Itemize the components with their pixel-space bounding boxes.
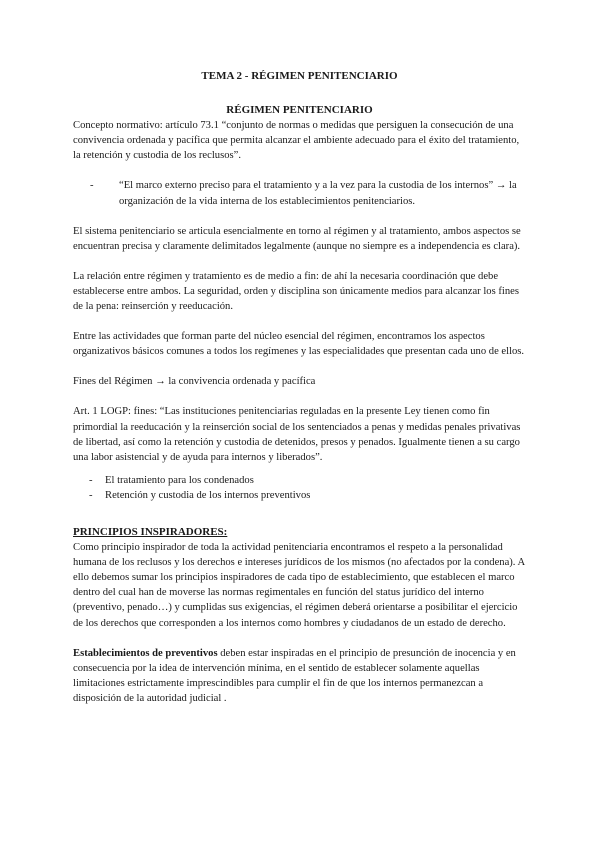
bold-term: Establecimientos de preventivos <box>73 647 218 659</box>
paragraph-fines: Fines del Régimen → la convivencia ordenada y pacífica <box>73 376 316 388</box>
bullet-list-1 <box>73 178 526 208</box>
paragraph-activities: Entre las actividades que forman parte del núcleo esencial del régimen, encontramos los aspectos organizativos básicos comunes a todos los regímenes y las especialidades que presentan cada uno de ellos. <box>73 331 525 358</box>
paragraph-preventivos <box>73 646 526 706</box>
paragraph-text: deben estar inspiradas en el principio de presunción de inocencia y en consecuencia por la idea de intervención mínima, en el sentido de establecer solamente aquellas limitaciones estrictamente imprescindibles para cumplir el fin de que los internos permanezcan a disposición de la autoridad judicial . <box>73 647 516 704</box>
list-item-text: El tratamiento para los condenados <box>105 474 254 486</box>
list-item-text: Retención y custodia de los internos preventivos <box>105 489 311 501</box>
paragraph-relation: La relación entre régimen y tratamiento es de medio a fin: de ahí la necesaria coordinación que debe establecerse entre ambos. La seguridad, orden y disciplina son únicamente medios para alcanzar los fines de la pena: reinserción y reeducación. <box>73 270 519 313</box>
list-item-text: “El marco externo preciso para el tratamiento y a la vez para la custodia de los internos” → la organización de la vida interna de los establecimientos penitenciarios. <box>119 180 517 207</box>
paragraph-principles: Como principio inspirador de toda la actividad penitenciaria encontramos el respeto a la personalidad humana de los reclusos y los derechos e intereses jurídicos de los mismos (no afectados por la condena). A ello debemos sumar los principios inspiradores de cada tipo de establecimiento, que establecen el marco dentro del cual han de moverse las normas regimentales en función del status jurídico del interno (preventivo, penado…) y cumplidas sus exigencias, el régimen deberá orientarse a posibilitar el ejercicio de los derechos que corresponden a los internos como hombres y ciudadanos de un estado de derecho. <box>73 542 525 629</box>
paragraph-concept: Concepto normativo: artículo 73.1 “conjunto de normas o medidas que persiguen la consecución de una convivencia ordenada y pacífica que permita alcanzar el ambiente adecuado para el éxito del tratamiento, la retención y custodia de los reclusos”. <box>73 120 520 162</box>
paragraph-system: El sistema penitenciario se articula esencialmente en torno al régimen y al tratamiento, ambos aspectos se encuentran precisa y claramente delimitados legalmente (aunque no siempre es a independencia es clara). <box>73 225 521 252</box>
dash-mark: - <box>89 489 93 501</box>
bullet-list-2 <box>73 473 526 503</box>
list-item <box>73 473 526 488</box>
document-title: TEMA 2 - RÉGIMEN PENITENCIARIO <box>201 70 398 82</box>
section-title: RÉGIMEN PENITENCIARIO <box>226 104 373 117</box>
list-item <box>73 488 526 503</box>
dash-mark: - <box>89 474 93 486</box>
dash-mark: - <box>90 180 94 192</box>
list-item <box>73 178 526 208</box>
paragraph-art1: Art. 1 LOGP: fines: “Las instituciones penitenciarias reguladas en la presente Ley tienen como fin primordial la reeducación y la reinserción social de los sentenciados a penas y medidas penales privativas de libertad, así como la retención y custodia de detenidos, presos y penados. Igualmente tienen a su cargo una labor asistencial y de ayuda para internos y liberados”. <box>73 406 521 463</box>
section-heading: PRINCIPIOS INSPIRADORES: <box>73 525 228 538</box>
